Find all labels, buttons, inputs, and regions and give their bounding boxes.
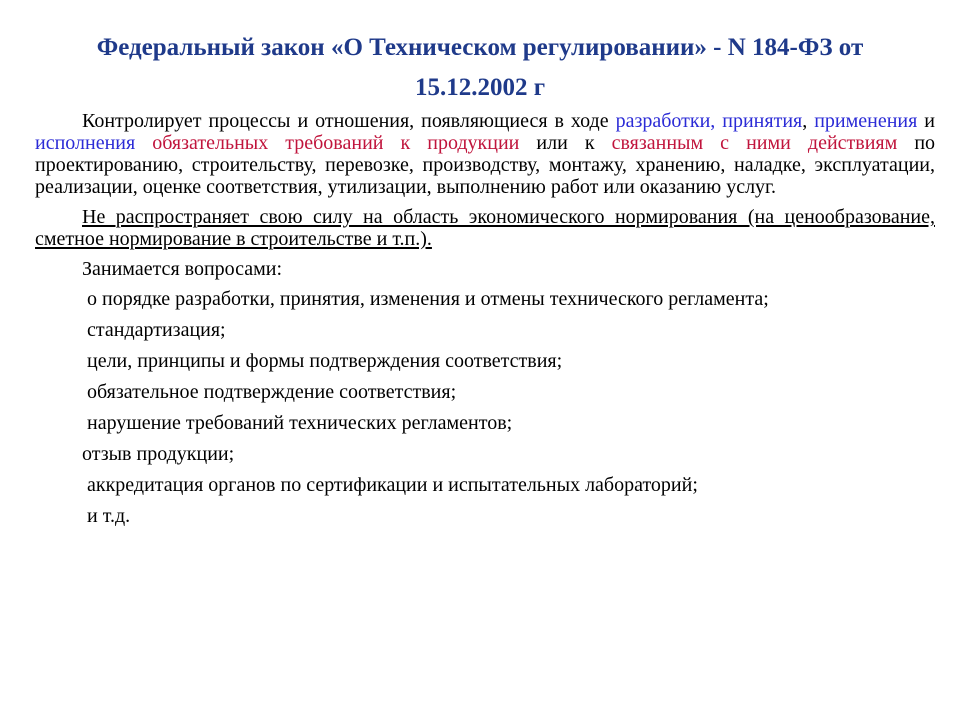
paragraph-exclusion: Не распространяет свою силу на область экономического нормирования (на ценообразование, сметное нормирование в строительстве и т.п.). (35, 206, 935, 250)
scope-highlight-development: разработки, принятия (615, 110, 803, 132)
scope-text-2: , (802, 110, 815, 132)
topic-item-conformity-forms: цели, принципы и формы подтверждения соответствия; (87, 350, 563, 372)
paragraph-scope (35, 110, 935, 198)
slide-body (35, 110, 935, 536)
scope-text-1: Контролирует процессы и отношения, появляющиеся в ходе (82, 110, 616, 132)
topic-item-regulation-order: о порядке разработки, принятия, изменения и отмены технического регламента; (87, 288, 769, 310)
scope-highlight-requirements: обязательных требований к продукции (152, 132, 520, 154)
slide-title: Федеральный закон «О Техническом регулировании» - N 184-ФЗ от 15.12.2002 г (96, 34, 864, 101)
topic-item-standardization: стандартизация; (87, 319, 226, 341)
topic-item-mandatory-confirmation: обязательное подтверждение соответствия; (87, 381, 457, 403)
scope-highlight-related-actions: связанным с ними действиям (611, 132, 898, 154)
scope-text-3: и (917, 110, 935, 132)
topic-item-violation: нарушение требований технических регламентов; (87, 412, 513, 434)
topic-item-accreditation: аккредитация органов по сертификации и испытательных лабораторий; (87, 474, 698, 496)
topic-item-etc: и т.д. (87, 505, 131, 527)
paragraph-topics-heading: Занимается вопросами: (82, 258, 283, 280)
scope-highlight-application: применения (814, 110, 918, 132)
scope-text-6: по проектированию, строительству, перевозке, производству, монтажу, хранению, наладке, эксплуатации, реализации, оценке соответствия, утилизации, выполнению работ или оказанию услуг. (35, 132, 936, 198)
topic-item-product-recall: отзыв продукции; (82, 443, 235, 465)
scope-text-4 (135, 132, 152, 154)
scope-text-5: или к (519, 132, 612, 154)
scope-highlight-execution: исполнения (35, 132, 136, 154)
